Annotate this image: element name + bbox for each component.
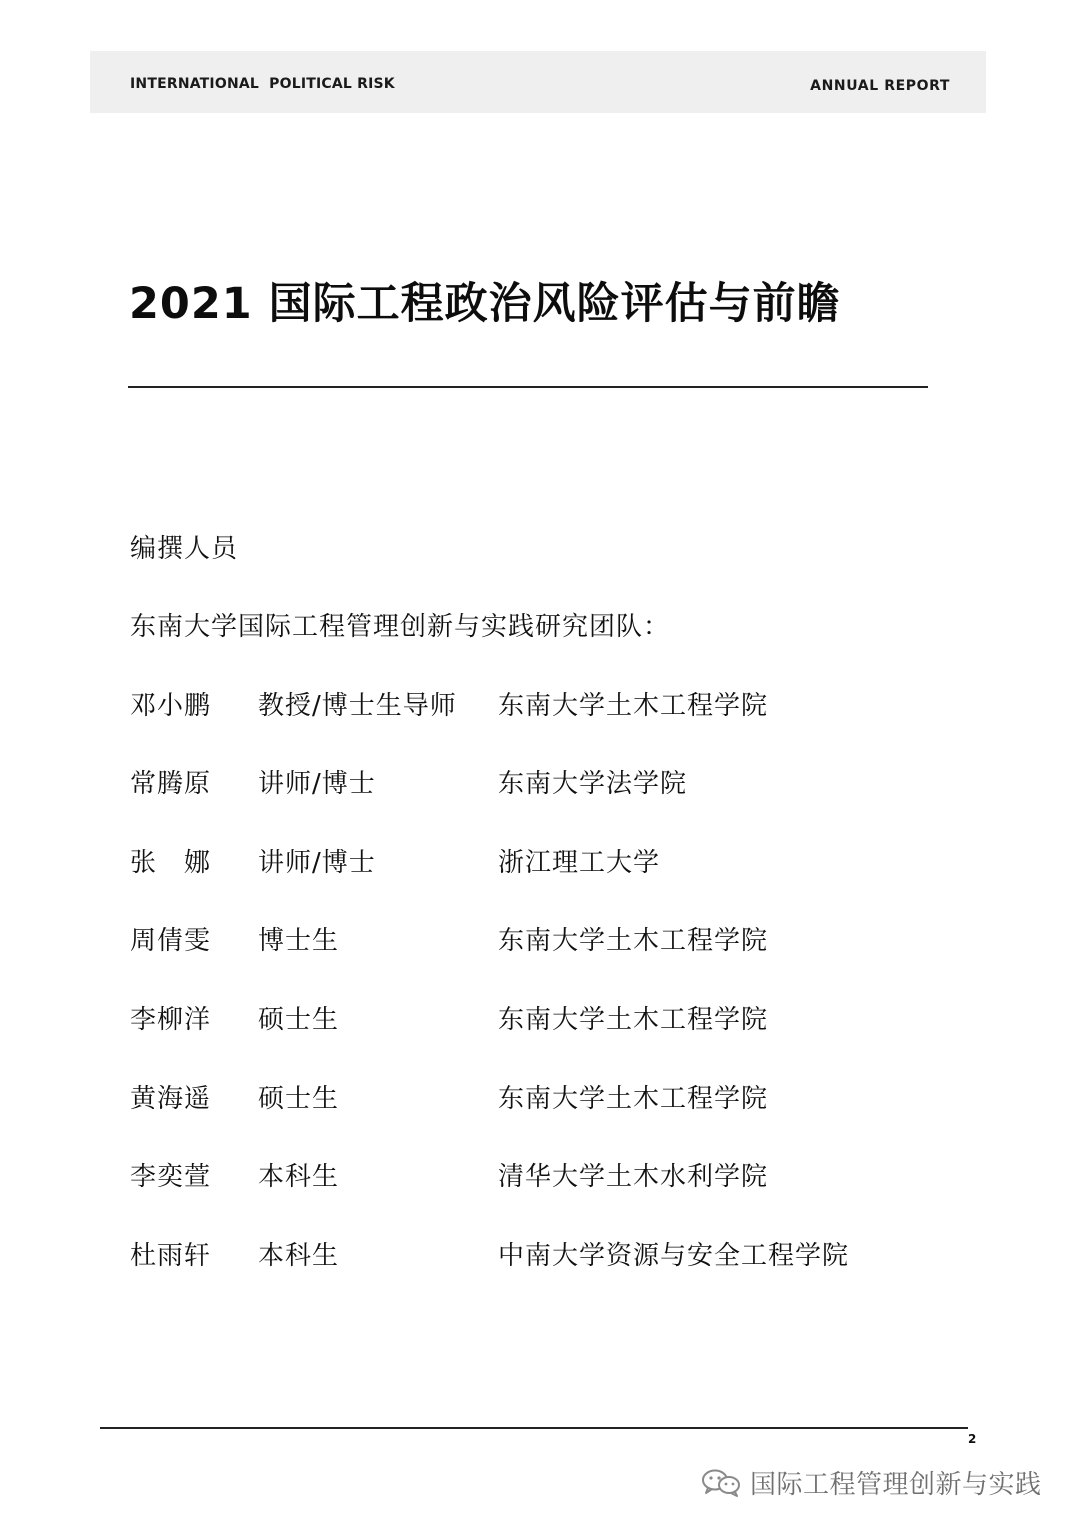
member-name: 张 娜	[130, 848, 212, 878]
member-row	[130, 685, 930, 725]
member-title: 硕士生	[258, 1084, 340, 1114]
header-series-label: INTERNATIONAL POLITICAL RISK	[130, 76, 395, 92]
member-org: 东南大学土木工程学院	[498, 1005, 769, 1035]
member-name: 常腾原	[130, 769, 212, 799]
page-title: 2021 国际工程政治风险评估与前瞻	[129, 279, 841, 329]
member-title: 讲师/博士	[258, 848, 376, 878]
member-org: 中南大学资源与安全工程学院	[498, 1241, 850, 1271]
member-name: 黄海遥	[130, 1084, 212, 1114]
member-row	[130, 920, 930, 960]
member-title: 本科生	[258, 1241, 340, 1271]
member-org: 东南大学土木工程学院	[498, 1084, 769, 1114]
header-report-label: ANNUAL REPORT	[810, 78, 950, 94]
member-org: 东南大学法学院	[498, 769, 688, 799]
watermark-text: 国际工程管理创新与实践	[750, 1469, 1042, 1500]
member-org: 东南大学土木工程学院	[498, 926, 769, 956]
member-name: 邓小鹏	[130, 691, 212, 721]
wechat-icon	[700, 1467, 742, 1497]
member-title: 博士生	[258, 926, 340, 956]
member-row	[130, 763, 930, 803]
member-org: 浙江理工大学	[498, 848, 661, 878]
member-title: 讲师/博士	[258, 769, 376, 799]
member-name: 李柳洋	[130, 1005, 212, 1035]
member-row	[130, 1235, 930, 1275]
page-number: 2	[968, 1432, 977, 1446]
member-org: 东南大学土木工程学院	[498, 691, 769, 721]
header-band	[90, 51, 986, 113]
title-divider	[128, 386, 928, 388]
member-name: 周倩雯	[130, 926, 212, 956]
section-label: 编撰人员	[130, 534, 239, 564]
member-title: 本科生	[258, 1162, 340, 1192]
member-name: 杜雨轩	[130, 1241, 212, 1271]
member-row	[130, 999, 930, 1039]
member-org: 清华大学土木水利学院	[498, 1162, 769, 1192]
member-title: 硕士生	[258, 1005, 340, 1035]
member-row	[130, 842, 930, 882]
watermark	[700, 1462, 1042, 1502]
member-name: 李奕萱	[130, 1162, 212, 1192]
member-title: 教授/博士生导师	[258, 691, 457, 721]
footer-divider	[100, 1427, 968, 1429]
team-heading: 东南大学国际工程管理创新与实践研究团队：	[130, 612, 671, 642]
member-row	[130, 1156, 930, 1196]
member-row	[130, 1078, 930, 1118]
